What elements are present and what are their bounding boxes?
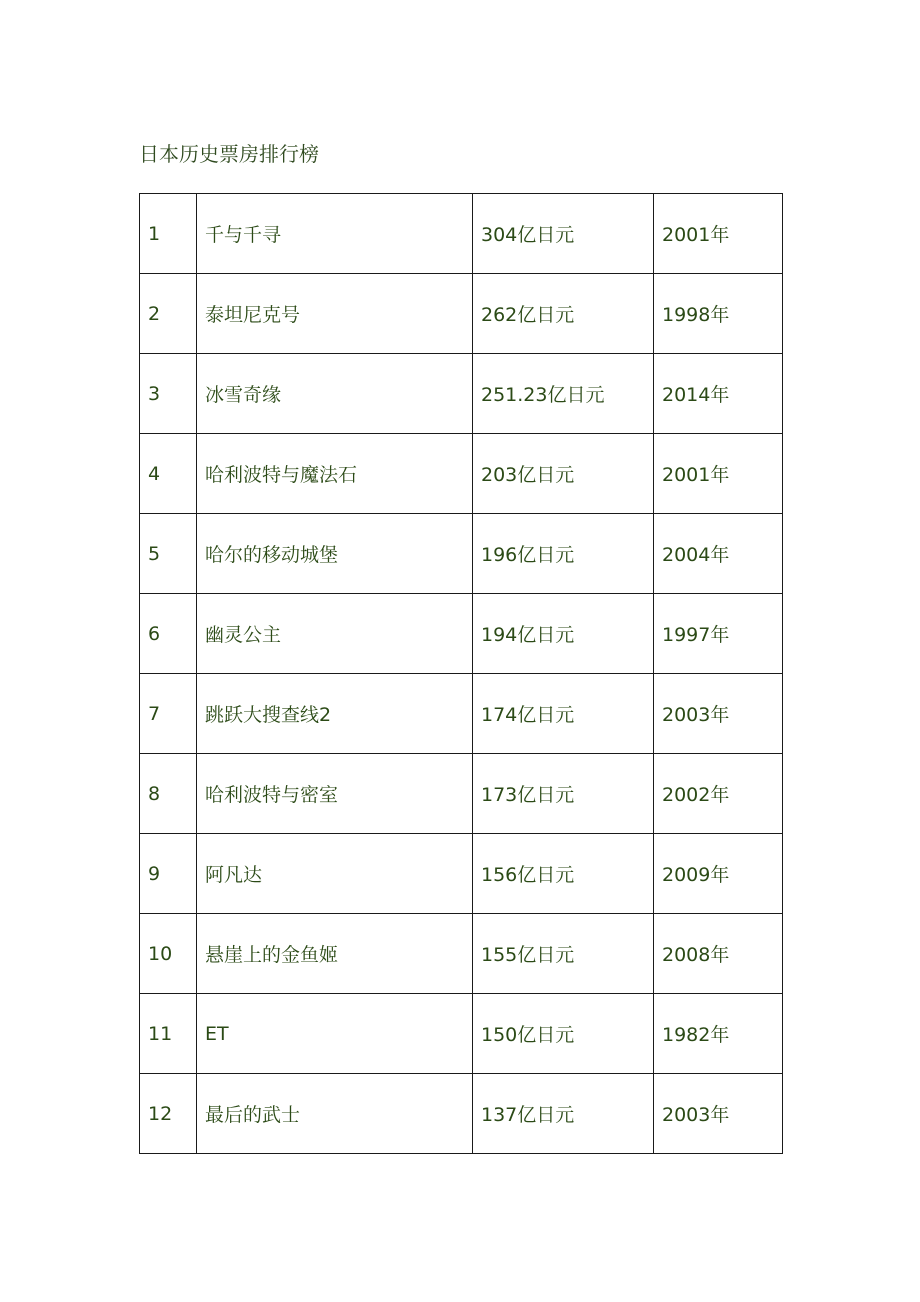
gross-cell: 194亿日元 <box>473 594 654 674</box>
movie-title-cell: 哈尔的移动城堡 <box>197 514 473 594</box>
table-row <box>140 994 783 1074</box>
gross-cell: 150亿日元 <box>473 994 654 1074</box>
table-row <box>140 514 783 594</box>
rank-cell: 3 <box>140 354 197 434</box>
year-cell: 2003年 <box>654 1074 783 1154</box>
year-cell: 2001年 <box>654 194 783 274</box>
year-cell: 2001年 <box>654 434 783 514</box>
movie-title-cell: 哈利波特与密室 <box>197 754 473 834</box>
rank-cell: 2 <box>140 274 197 354</box>
year-cell: 2002年 <box>654 754 783 834</box>
gross-cell: 251.23亿日元 <box>473 354 654 434</box>
movie-title-cell: 泰坦尼克号 <box>197 274 473 354</box>
table-row <box>140 594 783 674</box>
year-cell: 1998年 <box>654 274 783 354</box>
table-row <box>140 1074 783 1154</box>
rank-cell: 9 <box>140 834 197 914</box>
rank-cell: 8 <box>140 754 197 834</box>
year-cell: 2003年 <box>654 674 783 754</box>
rank-cell: 1 <box>140 194 197 274</box>
gross-cell: 174亿日元 <box>473 674 654 754</box>
rank-cell: 5 <box>140 514 197 594</box>
gross-cell: 262亿日元 <box>473 274 654 354</box>
gross-cell: 196亿日元 <box>473 514 654 594</box>
rank-cell: 11 <box>140 994 197 1074</box>
year-cell: 2004年 <box>654 514 783 594</box>
year-cell: 2014年 <box>654 354 783 434</box>
year-cell: 1997年 <box>654 594 783 674</box>
gross-cell: 203亿日元 <box>473 434 654 514</box>
movie-title-cell: 阿凡达 <box>197 834 473 914</box>
table-row <box>140 914 783 994</box>
table-row <box>140 754 783 834</box>
table-row <box>140 434 783 514</box>
rank-cell: 12 <box>140 1074 197 1154</box>
rank-cell: 10 <box>140 914 197 994</box>
rank-cell: 4 <box>140 434 197 514</box>
box-office-table <box>139 193 783 1154</box>
gross-cell: 155亿日元 <box>473 914 654 994</box>
gross-cell: 156亿日元 <box>473 834 654 914</box>
movie-title-cell: 千与千寻 <box>197 194 473 274</box>
year-cell: 2009年 <box>654 834 783 914</box>
gross-cell: 304亿日元 <box>473 194 654 274</box>
movie-title-cell: ET <box>197 994 473 1074</box>
movie-title-cell: 跳跃大搜查线2 <box>197 674 473 754</box>
movie-title-cell: 哈利波特与魔法石 <box>197 434 473 514</box>
gross-cell: 137亿日元 <box>473 1074 654 1154</box>
table-row <box>140 354 783 434</box>
table-row <box>140 274 783 354</box>
year-cell: 2008年 <box>654 914 783 994</box>
rank-cell: 7 <box>140 674 197 754</box>
movie-title-cell: 悬崖上的金鱼姬 <box>197 914 473 994</box>
movie-title-cell: 最后的武士 <box>197 1074 473 1154</box>
document-title: 日本历史票房排行榜 <box>139 142 319 166</box>
gross-cell: 173亿日元 <box>473 754 654 834</box>
rank-cell: 6 <box>140 594 197 674</box>
year-cell: 1982年 <box>654 994 783 1074</box>
table-row <box>140 674 783 754</box>
movie-title-cell: 幽灵公主 <box>197 594 473 674</box>
table-row <box>140 194 783 274</box>
movie-title-cell: 冰雪奇缘 <box>197 354 473 434</box>
table-row <box>140 834 783 914</box>
